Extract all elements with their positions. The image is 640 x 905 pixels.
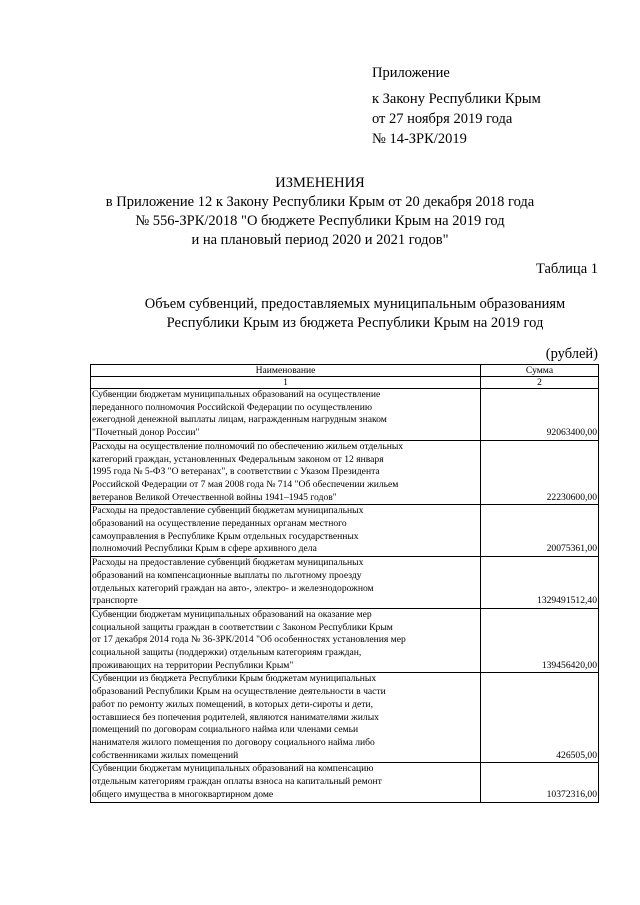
table-row <box>91 763 599 802</box>
row-amount-cell: 139456420,00 <box>481 608 599 673</box>
row-name-line: транспорте <box>92 595 138 607</box>
row-name-line: Субвенции бюджетам муниципальных образований на осуществление <box>92 389 381 400</box>
row-name-line: Расходы на предоставление субвенций бюджетам муниципальных <box>92 557 364 569</box>
row-name-line: общего имущества в многоквартирном доме <box>92 788 274 800</box>
row-name-line: собственниками жилых помещений <box>92 749 239 761</box>
row-name-line: образований Республики Крым на осуществление деятельности в части <box>92 686 386 698</box>
row-name-line: Расходы на предоставление субвенций бюджетам муниципальных <box>92 505 364 517</box>
row-name-line: проживающих на территории Республики Крым" <box>92 659 294 671</box>
row-amount-cell: 22230600,00 <box>481 440 599 505</box>
table-header-row <box>91 365 599 377</box>
row-name-cell <box>91 673 481 763</box>
appendix-date: от 27 ноября 2019 года <box>372 111 513 127</box>
header-name: Наименование <box>91 365 481 377</box>
table-row <box>91 673 599 763</box>
subtitle-line-1: Объем субвенций, предоставляемых муниципальным образованиям <box>144 296 566 312</box>
unit-label: (рублей) <box>545 346 598 362</box>
row-name-line: 1995 года № 5-ФЗ "О ветеранах", в соответствии с Указом Президента <box>92 466 380 478</box>
row-name-line: образований на осуществление переданных органам местного <box>92 518 347 530</box>
row-name-line: Расходы на осуществление полномочий по обеспечению жильем отдельных <box>92 440 404 452</box>
changes-line-2: № 556-ЗРК/2018 "О бюджете Республики Крым на 2019 год <box>135 213 505 229</box>
row-name-line: категорий граждан, установленных Федеральным законом от 12 января <box>92 453 384 465</box>
row-amount-cell: 20075361,00 <box>481 505 599 557</box>
row-name-cell <box>91 763 481 802</box>
row-name-line: "Почетный донор России" <box>92 427 200 439</box>
row-name-line: помещений по договорам социального найма или членами семьи <box>92 724 359 736</box>
row-name-line: работ по ремонту жилых помещений, в которых дети-сироты и дети, <box>92 698 373 710</box>
appendix-block <box>372 63 541 149</box>
appendix-title: Приложение <box>372 65 450 81</box>
appendix-law: к Закону Республики Крым <box>372 91 541 107</box>
subtitle-line-2: Республики Крым из бюджета Республики Крым на 2019 год <box>166 315 544 331</box>
row-name-cell <box>91 389 481 441</box>
row-name-line: ветеранов Великой Отечественной войны 1941–1945 годов" <box>92 491 337 503</box>
table-number-row <box>91 377 599 389</box>
row-name-line: ежегодной денежной выплаты лицам, награжденным нагрудным знаком <box>92 414 387 426</box>
changes-line-1: в Приложение 12 к Закону Республики Крым от 20 декабря 2018 года <box>105 194 535 210</box>
row-amount-cell: 10372316,00 <box>481 763 599 802</box>
row-amount-cell: 1329491512,40 <box>481 557 599 609</box>
row-name-line: Субвенции из бюджета Республики Крым бюджетам муниципальных <box>92 673 377 685</box>
row-name-line: от 17 декабря 2014 года № 36-ЗРК/2014 "Об особенностях установления мер <box>92 634 406 646</box>
table-row <box>91 505 599 557</box>
table-subtitle <box>0 295 640 333</box>
row-name-cell <box>91 608 481 673</box>
changes-line-3: и на плановый период 2020 и 2021 годов" <box>191 232 449 248</box>
row-name-line: оставшиеся без попечения родителей, являются нанимателями жилых <box>92 711 379 723</box>
column-number-2: 2 <box>481 377 599 389</box>
table-row <box>91 440 599 505</box>
column-number-1: 1 <box>91 377 481 389</box>
changes-heading <box>0 174 640 250</box>
row-name-line: нанимателя жилого помещения по договору социального найма либо <box>92 736 375 748</box>
row-name-line: отдельным категориям граждан оплаты взноса на капитальный ремонт <box>92 776 382 788</box>
row-name-cell <box>91 557 481 609</box>
row-amount-cell: 92063400,00 <box>481 389 599 441</box>
table-body <box>91 389 599 803</box>
row-name-line: социальной защиты граждан в соответствии с Законом Республики Крым <box>92 621 393 633</box>
row-name-cell <box>91 505 481 557</box>
changes-title: ИЗМЕНЕНИЯ <box>275 175 365 191</box>
table-number: Таблица 1 <box>535 261 598 277</box>
header-amount: Сумма <box>481 365 599 377</box>
row-name-line: социальной защиты (поддержки) отдельным категориям граждан, <box>92 647 362 659</box>
row-name-line: Субвенции бюджетам муниципальных образований на оказание мер <box>92 608 372 620</box>
row-name-line: отдельных категорий граждан на авто-, электро- и железнодорожном <box>92 582 374 594</box>
row-name-line: образований на компенсационные выплаты по льготному проезду <box>92 569 362 581</box>
appendix-number: № 14-ЗРК/2019 <box>372 131 467 147</box>
table-row <box>91 389 599 441</box>
row-name-line: переданного полномочия Российской Федерации по осуществлению <box>92 401 373 413</box>
row-name-line: Субвенции бюджетам муниципальных образований на компенсацию <box>92 763 374 775</box>
row-name-cell <box>91 440 481 505</box>
row-name-line: полномочий Республики Крым в сфере архивного дела <box>92 543 317 555</box>
subventions-table <box>90 364 599 803</box>
row-name-line: Российской Федерации от 7 мая 2008 года № 714 "Об обеспечении жильем <box>92 478 399 490</box>
table-row <box>91 608 599 673</box>
row-name-line: самоуправления в Республике Крым отдельных государственных <box>92 530 359 542</box>
table-row <box>91 557 599 609</box>
row-amount-cell: 426505,00 <box>481 673 599 763</box>
